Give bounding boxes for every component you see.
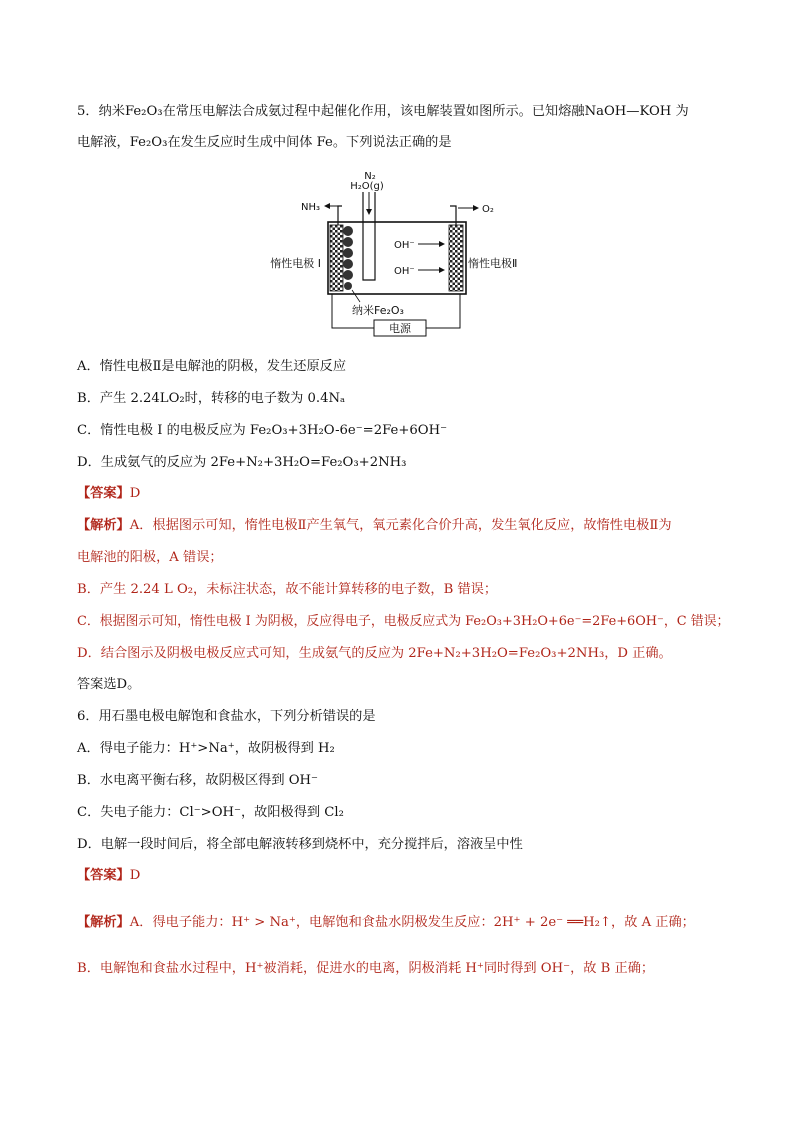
- q5-option-a: A．惰性电极Ⅱ是电解池的阴极，发生还原反应: [77, 359, 347, 374]
- nano-fe2o3-beads: [343, 226, 353, 290]
- answer-tag: 【答案】: [77, 486, 130, 501]
- o2-label: O₂: [482, 204, 494, 215]
- analysis-text: A．根据图示可知，惰性电极Ⅱ产生氧气，氧元素化合价升高，发生氧化反应，故惰性电极Ⅱ为: [129, 518, 672, 533]
- q6-analysis-line-2: B．电解饱和食盐水过程中，H⁺被消耗，促进水的电离，阴极消耗 H⁺同时得到 OH⁻，故 B 正确；: [77, 961, 655, 976]
- q6-option-d: D．电解一段时间后，将全部电解液转移到烧杯中，充分搅拌后，溶液呈中性: [77, 837, 523, 852]
- electrode-2-body: [449, 225, 463, 291]
- q6-option-b: B．水电离平衡右移，故阴极区得到 OH⁻: [77, 773, 318, 788]
- oh-label-1: OH⁻: [394, 240, 415, 251]
- answer-value: D: [129, 868, 141, 883]
- q6-analysis-line-1: [77, 914, 695, 932]
- q5-analysis-line-2: 电解池的阳极，A 错误；: [77, 550, 223, 565]
- electrode-1-label: 惰性电极 I: [270, 257, 321, 270]
- h2o-label: H₂O(g): [350, 181, 384, 192]
- q5-conclusion: 答案选D。: [77, 677, 141, 692]
- nano-fe2o3-label: 纳米Fe₂O₃: [352, 304, 404, 317]
- analysis-tag: 【解析】: [77, 915, 130, 930]
- q5-option-c: C．惰性电极 I 的电极反应为 Fe₂O₃+3H₂O-6e⁻=2Fe+6OH⁻: [77, 423, 448, 438]
- q5-analysis-line-1: [77, 517, 672, 535]
- q5-analysis-line-5: D．结合图示及阴极电极反应式可知，生成氨气的反应为 2Fe+N₂+3H₂O=Fe₂O₃+2NH₃，D 正确。: [77, 646, 672, 661]
- q5-stem-line-1: 5．纳米Fe₂O₃在常压电解法合成氨过程中起催化作用，该电解装置如图所示。已知熔融NaOH—KOH 为: [77, 104, 689, 119]
- nh3-label: NH₃: [300, 202, 320, 213]
- n2-label: N₂: [364, 171, 376, 182]
- electrode-1-body: [330, 225, 343, 291]
- q5-option-b: B．产生 2.24LO₂时，转移的电子数为 0.4Nₐ: [77, 391, 346, 406]
- q5-option-d: D．生成氨气的反应为 2Fe+N₂+3H₂O=Fe₂O₃+2NH₃: [77, 455, 407, 470]
- answer-value: D: [129, 486, 141, 501]
- q6-stem: 6．用石墨电极电解饱和食盐水，下列分析错误的是: [77, 709, 376, 724]
- q5-analysis-line-4: C．根据图示可知，惰性电极 I 为阴极，反应得电子，电极反应式为 Fe₂O₃+3H₂O+6e⁻=2Fe+6OH⁻，C 错误；: [77, 614, 730, 629]
- q5-answer: [77, 485, 140, 503]
- analysis-tag: 【解析】: [77, 518, 130, 533]
- q5-stem-line-2: 电解液，Fe₂O₃在发生反应时生成中间体 Fe。下列说法正确的是: [77, 135, 452, 150]
- power-label: 电源: [389, 322, 411, 335]
- q5-analysis-line-3: B．产生 2.24 L O₂，未标注状态，故不能计算转移的电子数，B 错误；: [77, 582, 498, 597]
- q6-option-c: C．失电子能力：Cl⁻>OH⁻，故阳极得到 Cl₂: [77, 805, 344, 820]
- q6-answer: [77, 867, 140, 885]
- analysis-text: A．得电子能力：H⁺ > Na⁺，电解饱和食盐水阴极发生反应：2H⁺ + 2e⁻ ══H₂↑，故 A 正确；: [129, 915, 695, 930]
- electrode-2-label: 惰性电极Ⅱ: [468, 257, 518, 270]
- answer-tag: 【答案】: [77, 868, 130, 883]
- oh-label-2: OH⁻: [394, 266, 415, 277]
- electrolysis-diagram: [250, 170, 550, 340]
- q6-option-a: A．得电子能力：H⁺>Na⁺，故阴极得到 H₂: [77, 741, 335, 756]
